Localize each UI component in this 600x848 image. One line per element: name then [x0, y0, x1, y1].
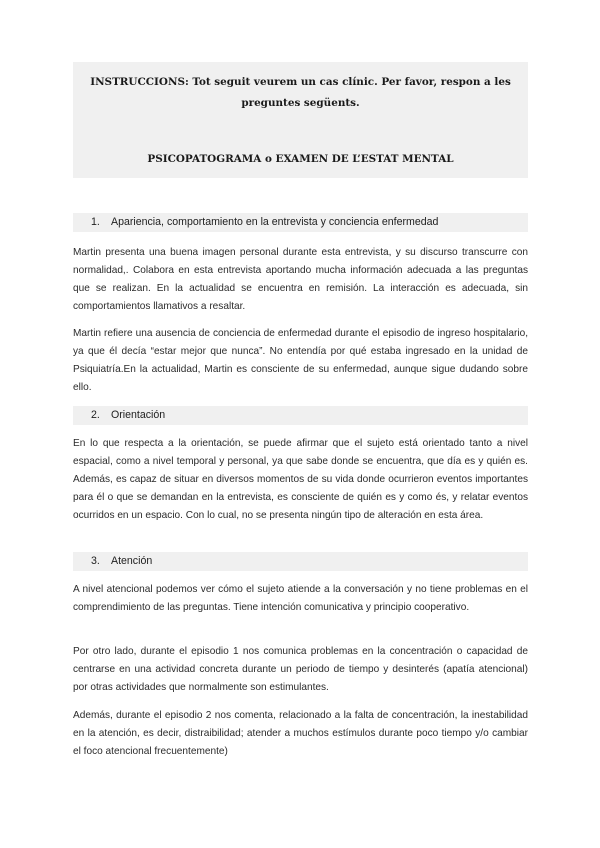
instructions-text: INSTRUCCIONS: Tot seguit veurem un cas clínic. Per favor, respon a les preguntes següents.: [90, 76, 511, 109]
section-number-2: 2.: [91, 409, 100, 421]
paragraph-3-2: Por otro lado, durante el episodio 1 nos comunica problemas en la concentración o capacidad de centrarse en una actividad concreta durante un periodo de tiempo y desinterés (apatía atencional) por otras actividades que normalmente son estimulantes.: [73, 646, 528, 693]
paragraph-1-1: Martin presenta una buena imagen personal durante esta entrevista, y su discurso transcurre con normalidad,. Colabora en esta entrevista aportando mucha información adecuada a las preguntas que se realizan. En la actualidad se encuentra en remisión. La interacción es adecuada, sin comportamientos llamativos a resaltar.: [73, 247, 528, 312]
section-title-3: Atención: [111, 555, 153, 567]
document-title: PSICOPATOGRAMA o EXAMEN DE L’ESTAT MENTAL: [147, 153, 454, 165]
section-heading-2: [73, 406, 528, 425]
paragraph-3-3: Además, durante el episodio 2 nos comenta, relacionado a la falta de concentración, la inestabilidad en la atención, es decir, distraibilidad; atender a muchos estímulos durante poco tiempo y/o cambiar el foco atencional frecuentemente): [73, 710, 528, 757]
paragraph-1-2: Martin refiere una ausencia de conciencia de enfermedad durante el episodio de ingreso hospitalario, ya que él decía “estar mejor que nunca”. No entendía por qué estaba ingresado en la unidad de Psiquiatría.En la actualidad, Martin es consciente de su enfermedad, aunque sigue dudando sobre ello.: [73, 328, 528, 393]
section-number-3: 3.: [91, 555, 100, 567]
paragraph-3-1: A nivel atencional podemos ver cómo el sujeto atiende a la conversación y no tiene problemas en el comprendimiento de las preguntas. Tiene intención comunicativa y principio cooperativo.: [73, 584, 528, 613]
paragraph-2-1: En lo que respecta a la orientación, se puede afirmar que el sujeto está orientado tanto a nivel espacial, como a nivel temporal y personal, ya que sabe donde se encuentra, que día es y quién es. Además, es capaz de situar en diversos momentos de su vida donde ocurrieron eventos importantes para él o que se demandan en la entrevista, es consciente de quién es y como és, y relatar eventos ocurridos en un espacio. Con lo cual, no se presenta ningún tipo de alteración en esta área.: [73, 438, 528, 521]
section-title-2: Orientación: [111, 409, 166, 421]
section-heading-1: [73, 213, 528, 232]
section-heading-3: [73, 552, 528, 571]
section-title-1: Apariencia, comportamiento en la entrevista y conciencia enfermedad: [111, 216, 439, 228]
section-number-1: 1.: [91, 216, 100, 228]
